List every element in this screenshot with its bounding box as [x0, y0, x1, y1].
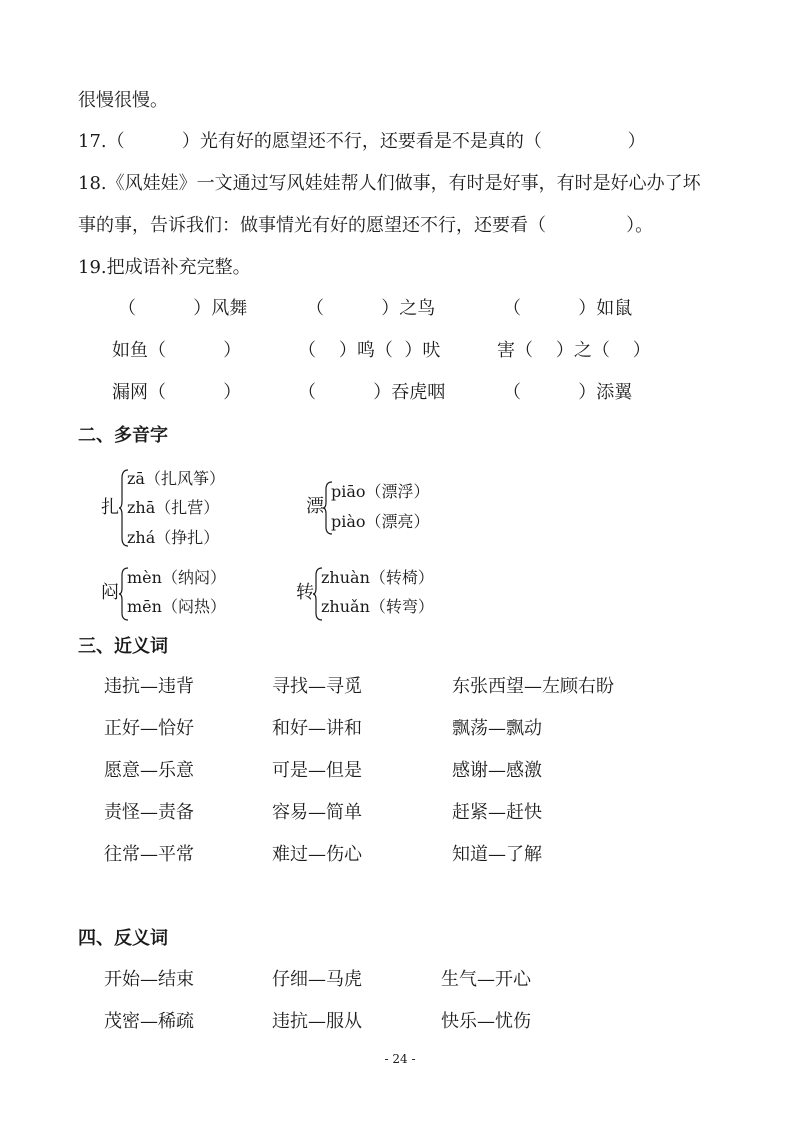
question-17: 17.（ ）光有好的愿望还不行，还要看是不是真的（ ） — [78, 131, 646, 152]
synonym-pair: 和好—讲和 — [272, 718, 362, 739]
idiom-3-2: （ ）吞虎咽 — [298, 382, 446, 403]
idiom-3-1: 漏网（ ） — [112, 382, 242, 403]
synonym-pair: 寻找—寻觅 — [272, 676, 362, 697]
question-18-line-2: 事的事，告诉我们：做事情光有好的愿望还不行，还要看（ ）。 — [78, 215, 654, 236]
polyphone-reading-men4: mèn（纳闷） — [127, 568, 226, 587]
polyphone-reading-zhuan3: zhuǎn（转弯） — [321, 597, 434, 616]
synonym-pair: 东张西望—左顾右盼 — [452, 676, 614, 697]
synonym-pair: 往常—平常 — [104, 844, 194, 865]
question-18-line-1: 18.《风娃娃》一文通过写风娃娃帮人们做事，有时是好事，有时是好心办了坏 — [78, 173, 701, 194]
polyphone-reading-zhuan4: zhuàn（转椅） — [321, 568, 434, 587]
section-heading-polyphones: 二、多音字 — [78, 425, 168, 446]
synonym-pair: 容易—简单 — [272, 802, 362, 823]
synonym-pair: 正好—恰好 — [104, 718, 194, 739]
section-heading-synonyms: 三、近义词 — [78, 636, 168, 657]
polyphone-reading-piao4: piào（漂亮） — [331, 512, 430, 531]
polyphone-reading-piao1: piāo（漂浮） — [331, 482, 430, 501]
idiom-1-1: （ ）风舞 — [118, 298, 248, 319]
synonym-pair: 可是—但是 — [272, 760, 362, 781]
synonym-pair: 感谢—感激 — [452, 760, 542, 781]
antonym-pair: 开始—结束 — [104, 969, 194, 990]
text-line-continuation: 很慢很慢。 — [78, 90, 168, 111]
antonym-pair: 仔细—马虎 — [272, 969, 362, 990]
synonym-pair: 知道—了解 — [452, 844, 542, 865]
polyphone-char-zha: 扎 — [101, 497, 119, 518]
polyphone-char-men: 闷 — [101, 582, 119, 603]
synonym-pair: 赶紧—赶快 — [452, 802, 542, 823]
page-number: - 24 - — [384, 1052, 416, 1066]
antonym-pair: 生气—开心 — [441, 969, 531, 990]
synonym-pair: 愿意—乐意 — [104, 760, 194, 781]
polyphone-reading-za: zā（扎风筝） — [127, 469, 225, 488]
antonym-pair: 茂密—稀疏 — [104, 1011, 194, 1032]
synonym-pair: 责怪—责备 — [104, 802, 194, 823]
polyphone-char-piao: 漂 — [306, 496, 324, 517]
idiom-1-3: （ ）如鼠 — [503, 298, 633, 319]
section-heading-antonyms: 四、反义词 — [78, 928, 168, 949]
idiom-2-3: 害（ ）之（ ） — [497, 340, 651, 361]
idiom-1-2: （ ）之鸟 — [306, 298, 436, 319]
synonym-pair: 难过—伤心 — [272, 844, 362, 865]
polyphone-char-zhuan: 转 — [296, 582, 314, 603]
polyphone-reading-zha1: zhā（扎营） — [127, 498, 220, 517]
synonym-pair: 飘荡—飘动 — [452, 718, 542, 739]
idiom-3-3: （ ）添翼 — [503, 382, 633, 403]
antonym-pair: 违抗—服从 — [272, 1011, 362, 1032]
polyphone-reading-zha2: zhá（挣扎） — [127, 528, 220, 547]
idiom-2-2: （ ）鸣（ ）吠 — [298, 340, 441, 361]
polyphone-reading-men1: mēn（闷热） — [127, 597, 226, 616]
synonym-pair: 违抗—违背 — [104, 676, 194, 697]
antonym-pair: 快乐—忧伤 — [441, 1011, 531, 1032]
idiom-2-1: 如鱼（ ） — [112, 340, 242, 361]
question-19: 19.把成语补充完整。 — [78, 257, 251, 278]
